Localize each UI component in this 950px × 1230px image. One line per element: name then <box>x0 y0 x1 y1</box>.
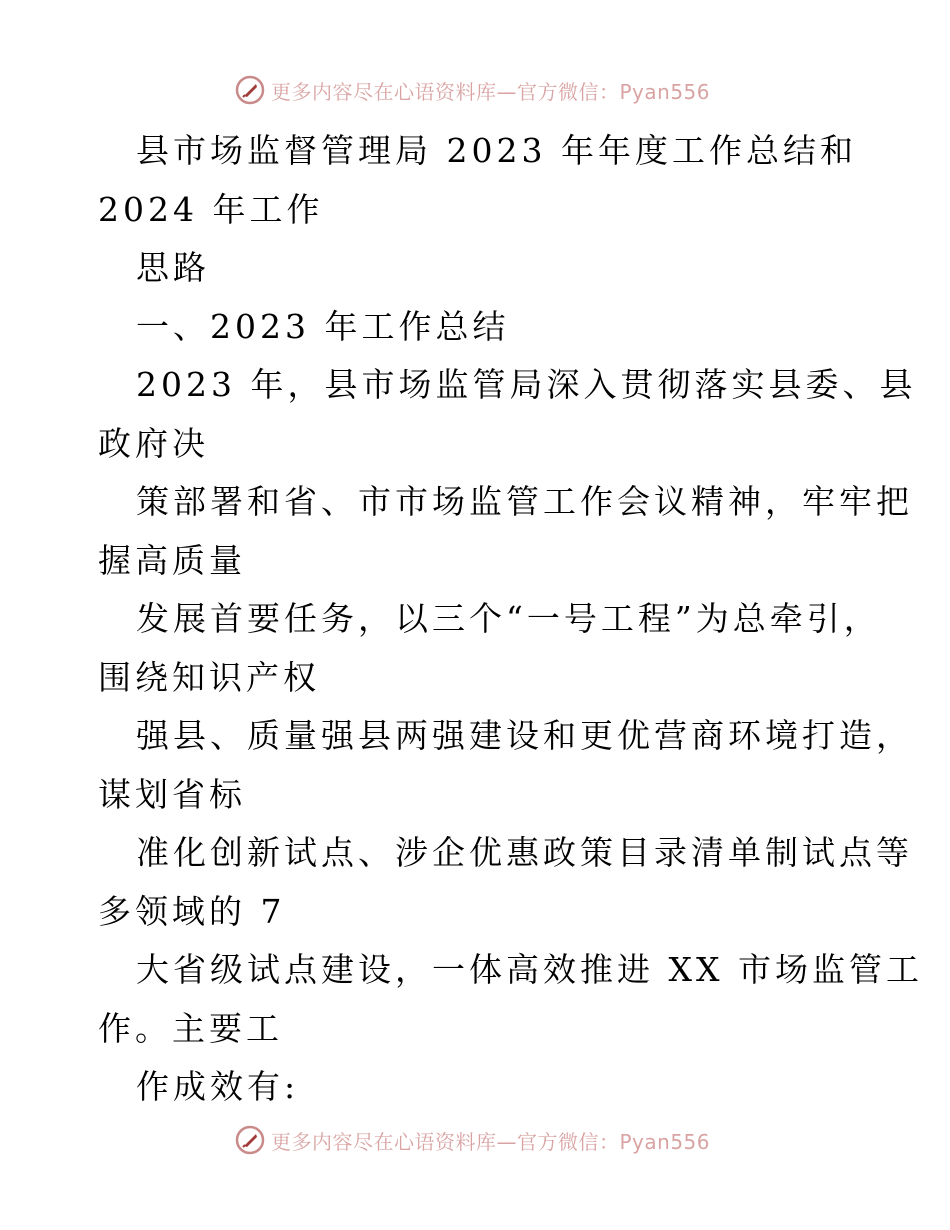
paragraph-line: 作成效有: <box>136 1067 300 1106</box>
footer-watermark <box>235 1122 710 1158</box>
paragraph-line: 准化创新试点、涉企优惠政策目录清单制试点等 <box>136 833 913 872</box>
paragraph-line: 强县、质量强县两强建设和更优营商环境打造， <box>136 716 913 755</box>
paragraph-line: 2023 年，县市场监管局深入贯彻落实县委、县 <box>136 365 917 404</box>
paragraph-line: 握高质量 <box>98 540 246 580</box>
paragraph-line: 多领域的 7 <box>98 891 286 931</box>
header-watermark <box>235 72 710 108</box>
feather-pen-icon <box>235 1125 265 1155</box>
watermark-text: 更多内容尽在心语资料库—官方微信：Pyan556 <box>271 1129 711 1154</box>
title-line-2: 2024 年工作 <box>98 189 324 229</box>
title-line-1: 县市场监督管理局 2023 年年度工作总结和 <box>136 131 857 170</box>
paragraph-line: 作。主要工 <box>98 1008 283 1048</box>
watermark-text: 更多内容尽在心语资料库—官方微信：Pyan556 <box>271 79 711 104</box>
paragraph-line: 策部署和省、市市场监管工作会议精神，牢牢把 <box>136 482 913 521</box>
paragraph-line: 围绕知识产权 <box>98 657 320 697</box>
feather-pen-icon <box>235 75 265 105</box>
document-body <box>98 122 923 1117</box>
paragraph-line: 大省级试点建设，一体高效推进 XX 市场监管工 <box>136 950 923 989</box>
paragraph-line: 谋划省标 <box>98 774 246 814</box>
paragraph-line: 政府决 <box>98 423 209 463</box>
paragraph-line: 发展首要任务，以三个“一号工程”为总牵引， <box>136 599 881 638</box>
title-line-3: 思路 <box>136 248 210 287</box>
section-heading: 一、2023 年工作总结 <box>136 306 510 346</box>
